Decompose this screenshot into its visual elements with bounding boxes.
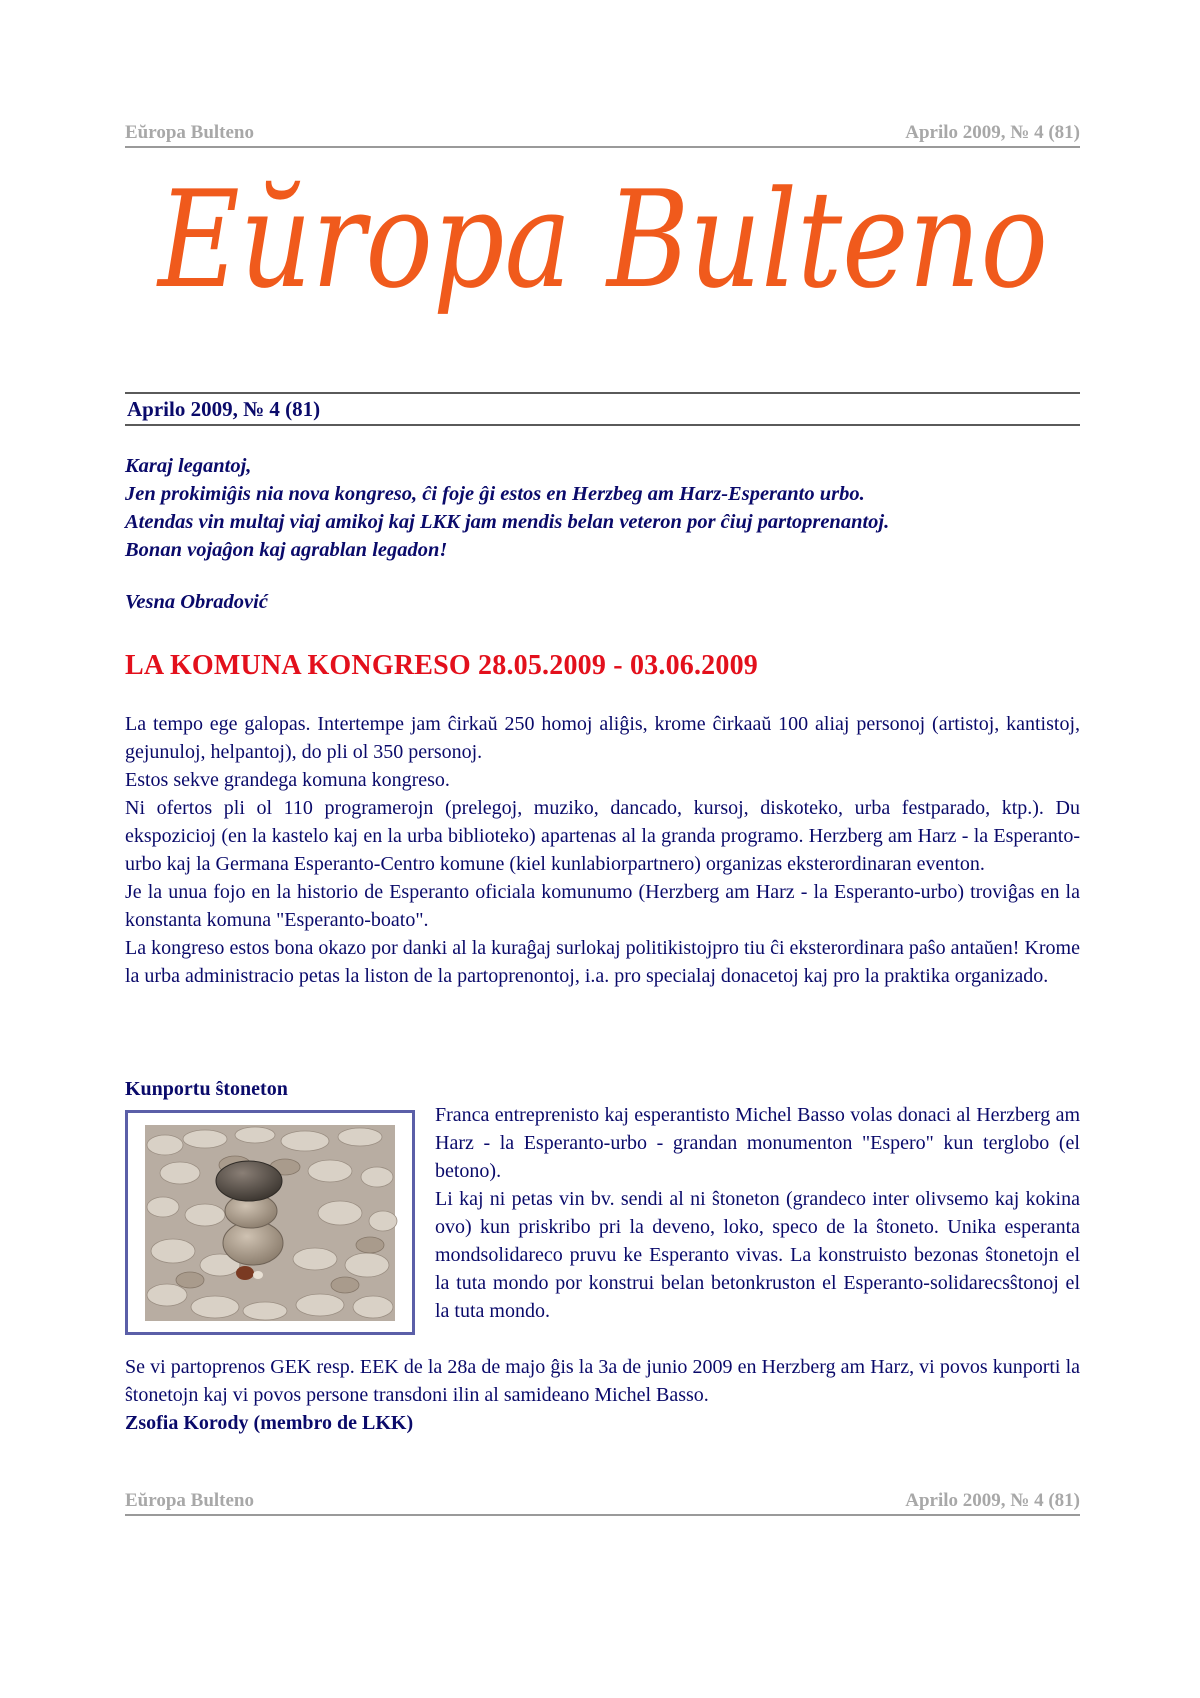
stone-author: Zsofia Korody (membro de LKK) bbox=[125, 1412, 414, 1434]
article-paragraph: Je la unua fojo en la historio de Esperanto oficiala komunumo (Herzberg am Harz - la Esperanto-urbo) troviĝas en la konstanta komuna "Esperanto-boato". bbox=[125, 881, 1080, 931]
running-header bbox=[125, 124, 1080, 148]
article-body bbox=[125, 710, 1080, 990]
editor-greeting bbox=[125, 452, 1080, 616]
greeting-line: Jen prokimiĝis nia nova kongreso, ĉi foje ĝi estos en Herzbeg am Harz-Esperanto urbo. bbox=[125, 483, 865, 505]
issue-bar bbox=[125, 392, 1080, 426]
stone-section-side-text bbox=[435, 1101, 1080, 1325]
issue-label: Aprilo 2009, № 4 (81) bbox=[127, 396, 321, 421]
masthead-svg bbox=[125, 162, 1080, 368]
article-paragraph: Ni ofertos pli ol 110 programerojn (prelegoj, muziko, dancado, kursoj, diskoteko, urba festparado, ktp.). Du ekspozicioj (en la kastelo kaj en la urba biblioteko) apartenas al la granda programo. Herzberg am Harz - la Esperanto-urbo kaj la Germana Esperanto-Centro komune (kiel kunlabiorpartnero) organizas eksterordinaran eventon. bbox=[125, 797, 1080, 875]
masthead-title: Eŭropa Bulteno bbox=[155, 162, 1048, 318]
running-footer-left: Eŭropa Bulteno bbox=[125, 1490, 254, 1511]
article-headline: LA KOMUNA KONGRESO 28.05.2009 - 03.06.2009 bbox=[125, 650, 758, 681]
masthead bbox=[125, 162, 1080, 368]
stone-section-title: Kunportu ŝtoneton bbox=[125, 1078, 288, 1100]
running-header-right: Aprilo 2009, № 4 (81) bbox=[905, 122, 1080, 143]
article-paragraph: Estos sekve grandega komuna kongreso. bbox=[125, 769, 450, 791]
stone-paragraph: Franca entreprenisto kaj esperantisto Michel Basso volas donaci al Herzberg am Harz - la Esperanto-urbo - grandan monumenton "Espero" kun terglobo (el betono). bbox=[435, 1104, 1080, 1182]
stone-cairn-photo bbox=[145, 1125, 395, 1321]
stone-section-tail bbox=[125, 1353, 1080, 1437]
running-header-left: Eŭropa Bulteno bbox=[125, 122, 254, 143]
running-footer-right: Aprilo 2009, № 4 (81) bbox=[905, 1490, 1080, 1511]
running-footer bbox=[125, 1492, 1080, 1516]
greeting-line: Bonan vojaĝon kaj agrablan legadon! bbox=[125, 539, 448, 561]
article-paragraph: La kongreso estos bona okazo por danki al la kuraĝaj surlokaj politikistojpro tiu ĉi eksterordinara paŝo antaŭen! Krome la urba administracio petas la liston de la partoprenontoj, i.a. pro specialaj donacetoj kaj pro la praktika organizado. bbox=[125, 937, 1080, 987]
article-paragraph: La tempo ege galopas. Intertempe jam ĉirkaŭ 250 homoj aliĝis, krome ĉirkaaŭ 100 aliaj personoj (artistoj, kantistoj, gejunuloj, helpantoj), do pli ol 350 personoj. bbox=[125, 713, 1080, 763]
greeting-line: Atendas vin multaj viaj amikoj kaj LKK jam mendis belan veteron por ĉiuj partoprenantoj. bbox=[125, 511, 890, 533]
greeting-line: Karaj legantoj, bbox=[125, 455, 252, 477]
stone-paragraph: Li kaj ni petas vin bv. sendi al ni ŝtoneton (grandeco inter olivsemo kaj kokina ovo) kun priskribo pri la deveno, loko, speco de la ŝtoneto. Unika esperanta mondsolidareco pruvu ke Esperanto vivas. La konstruisto bezonas ŝtonetojn el la tuta mondo por konstrui belan betonkruston el Esperanto-solidarecsŝtonoj el la tuta mondo. bbox=[435, 1188, 1080, 1322]
stone-tail-paragraph: Se vi partoprenos GEK resp. EEK de la 28a de majo ĝis la 3a de junio 2009 en Herzberg am Harz, vi povos kunporti la ŝtonetojn kaj vi povos persone transdoni ilin al samideano Michel Basso. bbox=[125, 1356, 1080, 1406]
stone-photo-frame bbox=[125, 1110, 415, 1335]
greeting-signature: Vesna Obradović bbox=[125, 591, 268, 613]
